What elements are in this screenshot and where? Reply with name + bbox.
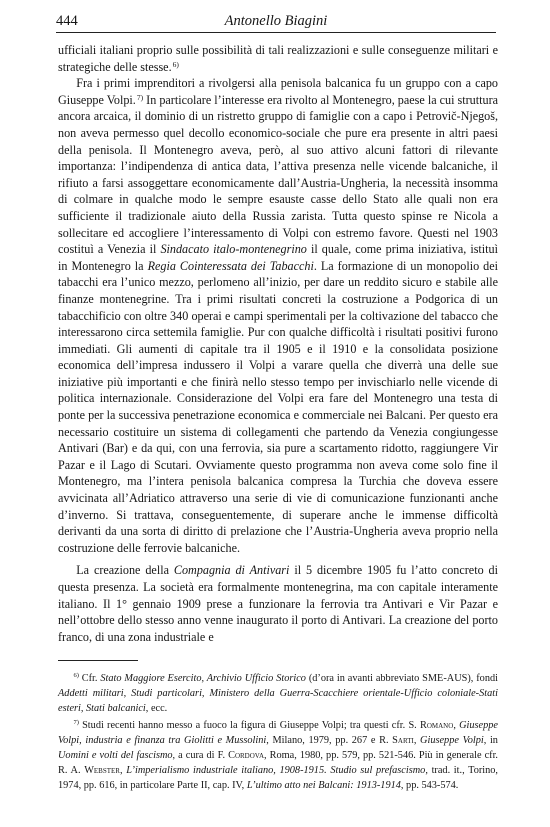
paragraph-2: Fra i primi imprenditori a rivolgersi alla penisola balcanica fu un gruppo con a capo Giuseppe Volpi. $^{7)}$ In particolare l’interesse era rivolto al Montenegro, paese la cui struttura ancora arcaica, il dominio di un ristretto gruppo di famiglie con a capo i Petrovič-Njegoš, non aveva permesso quel decollo economico-sociale che pure era presente in altri paesi della penisola. Il Montenegro aveva, però, al suo attivo alcuni fattori di rilevante importanza: l’indipendenza di antica data, l’attiva presenza nelle vicende balcaniche, il rifiuto a farsi assoggettare economicamente dall’Austria-Ungheria, la necessità insomma di colmare in qualche modo le sempre esauste casse dello Stato alle quali non era sufficiente il tradizionale aiuto della Russia zarista. Tutta questo spinse re Nicola a sollecitare ed accogliere l’interessamento di Volpi con estremo favore. Questi nel 1903 costituì a Venezia il Sindacato italo-montenegrino il quale, come prima iniziativa, istituì in Montenegro la Regia Cointeressata dei Tabacchi. La formazione di un monopolio dei tabacchi era l’unico mezzo, perlomeno all’inizio, per dare un reddito sicuro e stabile alle finanze montenegrine. Tra i primi risultati concreti la costruzione a Podgorica di un tabacchificio con oltre 340 operai e campi sperimentali per la coltivazione del tabacco che interessarono circa settemila famiglie. Pur con qualche difficoltà i risultati positivi furono immediati. Gli aumenti di capitale tra il 1905 e il 1910 e la consolidata posizione economica dell’impresa indussero il Volpi a varare quella che diverrà una delle sue iniziative più importanti e che finirà nello stesso tempo per invischiarlo nelle vicende di politica internazionale. Considerazione del Volpi era fare del Montenegro una testa di ponte per la successiva penetrazione economica e commerciale nei Balcani. Per questo era necessario costituire un sistema di collegamenti che partendo da Venezia congiungesse Antivari (Bar) e da qui, con una ferrovia, sia pure a scartamento ridotto, raggiungere Vir Pazar e il Lago di Scutari. Ovviamente questo programma non aveva come solo fine il Montenegro, ma l’intera penisola balcanica compresa la Turchia che doveva essere avvicinata all’Adriatico attraverso una serie di vie di comunicazione funzionanti anche d’inverno. Si trattava, conseguentemente, di superare anche le immense difficoltà derivanti da una sorta di diritto di prelazione che l’Austria-Ungheria aveva proprio nella costruzione delle ferrovie balcaniche.: [58, 76, 499, 555]
footnotes: [58, 672, 498, 793]
page-header: [56, 10, 496, 33]
footnote-rule: [58, 660, 138, 661]
running-head: Antonello Biagini: [224, 13, 328, 29]
footnote-mark-6: 6): [73, 672, 79, 679]
footnote-7: $^{7)}$ Studi recenti hanno messo a fuoco la figura di Giuseppe Volpi; tra questi cfr. S. Romano, Giuseppe Volpi, industria e finanza tra Giolitti e Mussolini, Milano, 1979, pp. 267 e R. Sarti, Giuseppe Volpi, in Uomini e volti del fascismo, a cura di F. Cordova, Roma, 1980, pp. 579, pp. 521-546. Più in generale cfr. R. A. Webster, L’imperialismo industriale italiano, 1908-1915. Studio sul prefascismo, trad. it., Torino, 1974, pp. 616, in particolare Parte II, cap. IV, L’ultimo atto nei Balcani: 1913-1914, pp. 543-574.: [58, 719, 499, 791]
emphasis-compagnia: Compagnia di Antivari: [173, 563, 290, 578]
footnote-6: $^{6)}$ Cfr. Stato Maggiore Esercito, Archivio Ufficio Storico (d’ora in avanti abbreviato SME-AUS), fondi Addetti militari, Studi particolari, Ministero della Guerra-Scacchiere orientale-Ufficio coloniale-Stati esteri, Stati balcanici, ecc.: [58, 672, 498, 714]
page-number: 444: [56, 13, 78, 29]
emphasis-sindacato: Sindacato italo-montenegrino: [160, 242, 307, 257]
footnote-mark-7: 7): [73, 719, 79, 727]
footnote-ref-7: 7): [136, 92, 144, 102]
footnote-ref-6: 6): [172, 59, 179, 69]
paragraph-1: ufficiali italiani proprio sulle possibilità di tali realizzazioni e sulle conseguenze militari e strategiche delle stesse. $^{6)}$: [58, 43, 498, 74]
paragraph-3: La creazione della Compagnia di Antivari il 5 dicembre 1905 fu l’atto concreto di questa presenza. La società era formalmente montenegrina, ma con capitale interamente italiano. Il 1° gennaio 1909 prese a funzionare la ferrovia tra Antivari e Vir Pazar e nell’ottobre dello stesso anno venne inaugurato il porto di Antivari. La creazione del porto franco, di una zona industriale e: [58, 563, 498, 644]
body-text: [58, 42, 498, 645]
emphasis-regia: Regia Cointeressata dei Tabacchi: [147, 258, 314, 273]
